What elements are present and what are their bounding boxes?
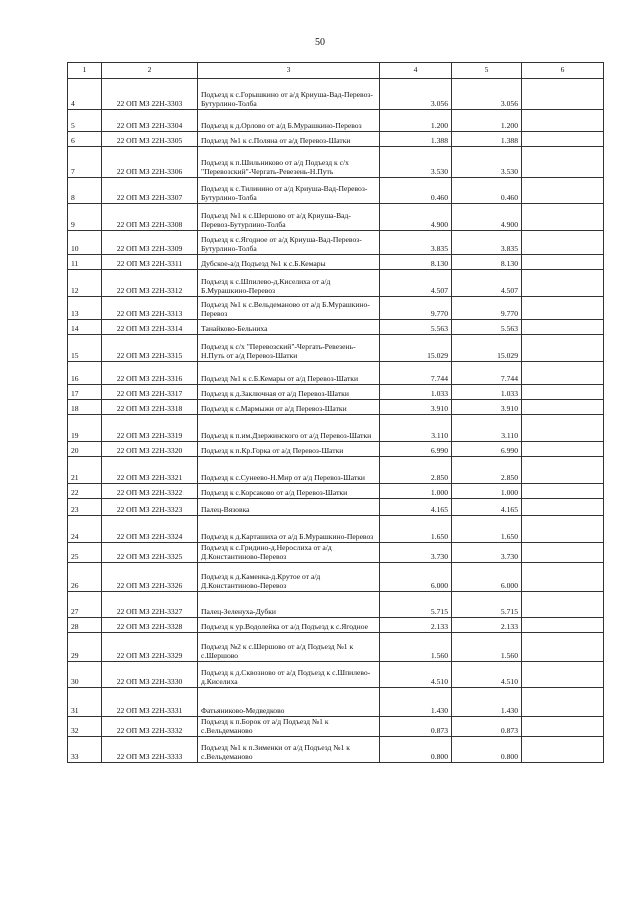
length-regional: 3.056	[452, 79, 522, 110]
road-name: Подъезд №1 к с.Вельдеманово от а/д Б.Мурашкино-Перевоз	[198, 297, 380, 320]
length-total: 0.800	[380, 737, 452, 763]
note	[522, 297, 604, 320]
road-name: Подъезд №1 к с.Шершово от а/д Криуша-Вад-Перевоз-Бутурлино-Толба	[198, 204, 380, 231]
table-row	[68, 270, 604, 297]
row-number: 27	[68, 592, 102, 618]
length-regional: 3.835	[452, 231, 522, 255]
table-row	[68, 484, 604, 499]
note	[522, 400, 604, 415]
length-total: 0.873	[380, 717, 452, 737]
row-number: 22	[68, 484, 102, 499]
length-regional: 3.110	[452, 415, 522, 442]
row-number: 30	[68, 662, 102, 688]
note	[522, 147, 604, 178]
length-total: 3.110	[380, 415, 452, 442]
road-code: 22 ОП МЗ 22Н-3330	[102, 662, 198, 688]
road-code: 22 ОП МЗ 22Н-3333	[102, 737, 198, 763]
length-total: 15.029	[380, 335, 452, 362]
length-total: 6.990	[380, 442, 452, 457]
road-name: Подъезд к с.Мармыжи от а/д Перевоз-Шатки	[198, 400, 380, 415]
note	[522, 270, 604, 297]
note	[522, 618, 604, 633]
road-name: Подъезд к д.Карташиха от а/д Б.Мурашкино-Перевоз	[198, 516, 380, 543]
table-row	[68, 499, 604, 516]
table-row	[68, 457, 604, 484]
road-name: Подъезд к ур.Водолейка от а/д Подъезд к с.Ягодное	[198, 618, 380, 633]
length-regional: 4.510	[452, 662, 522, 688]
row-number: 20	[68, 442, 102, 457]
road-name: Подъезд к п.Кр.Горка от а/д Перевоз-Шатки	[198, 442, 380, 457]
length-total: 4.510	[380, 662, 452, 688]
note	[522, 516, 604, 543]
row-number: 15	[68, 335, 102, 362]
length-regional: 4.165	[452, 499, 522, 516]
length-regional: 2.850	[452, 457, 522, 484]
row-number: 21	[68, 457, 102, 484]
length-regional: 4.507	[452, 270, 522, 297]
road-code: 22 ОП МЗ 22Н-3329	[102, 633, 198, 662]
road-code: 22 ОП МЗ 22Н-3320	[102, 442, 198, 457]
row-number: 32	[68, 717, 102, 737]
note	[522, 320, 604, 335]
note	[522, 255, 604, 270]
road-name: Подъезд к с.Горышкино от а/д Криуша-Вад-Перевоз-Бутурлино-Толба	[198, 79, 380, 110]
row-number: 14	[68, 320, 102, 335]
road-code: 22 ОП МЗ 22Н-3332	[102, 717, 198, 737]
row-number: 12	[68, 270, 102, 297]
note	[522, 79, 604, 110]
length-total: 1.430	[380, 688, 452, 717]
row-number: 4	[68, 79, 102, 110]
table-row	[68, 147, 604, 178]
road-name: Подъезд к п.им.Дзержинского от а/д Перевоз-Шатки	[198, 415, 380, 442]
road-code: 22 ОП МЗ 22Н-3309	[102, 231, 198, 255]
row-number: 10	[68, 231, 102, 255]
table-row	[68, 592, 604, 618]
road-name: Подъезд к д.Заключная от а/д Перевоз-Шатки	[198, 385, 380, 400]
length-total: 0.460	[380, 178, 452, 204]
row-number: 7	[68, 147, 102, 178]
road-name: Подъезд к с.Шпилево-д.Киселиха от а/д Б.Мурашкино-Перевоз	[198, 270, 380, 297]
row-number: 5	[68, 110, 102, 132]
note	[522, 178, 604, 204]
length-regional: 7.744	[452, 362, 522, 385]
header-col-6: 6	[522, 63, 604, 79]
length-total: 1.000	[380, 484, 452, 499]
length-total: 4.900	[380, 204, 452, 231]
road-name: Подъезд к с.Ягодное от а/д Криуша-Вад-Перевоз-Бутурлино-Толба	[198, 231, 380, 255]
table-row	[68, 633, 604, 662]
row-number: 6	[68, 132, 102, 147]
length-total: 1.650	[380, 516, 452, 543]
length-regional: 5.715	[452, 592, 522, 618]
note	[522, 563, 604, 592]
length-regional: 3.910	[452, 400, 522, 415]
length-regional: 15.029	[452, 335, 522, 362]
row-number: 28	[68, 618, 102, 633]
length-regional: 1.200	[452, 110, 522, 132]
length-regional: 2.133	[452, 618, 522, 633]
row-number: 25	[68, 543, 102, 563]
length-total: 2.133	[380, 618, 452, 633]
length-total: 8.130	[380, 255, 452, 270]
road-code: 22 ОП МЗ 22Н-3306	[102, 147, 198, 178]
road-name: Подъезд к д.Орлово от а/д Б.Мурашкино-Перевоз	[198, 110, 380, 132]
table-row	[68, 231, 604, 255]
length-regional: 3.530	[452, 147, 522, 178]
length-regional: 0.873	[452, 717, 522, 737]
road-name: Подъезд №1 к с.Б.Кемары от а/д Перевоз-Шатки	[198, 362, 380, 385]
length-regional: 3.730	[452, 543, 522, 563]
row-number: 18	[68, 400, 102, 415]
table-row	[68, 662, 604, 688]
length-regional: 6.000	[452, 563, 522, 592]
road-code: 22 ОП МЗ 22Н-3318	[102, 400, 198, 415]
length-total: 1.388	[380, 132, 452, 147]
table-row	[68, 362, 604, 385]
length-regional: 0.460	[452, 178, 522, 204]
length-total: 3.056	[380, 79, 452, 110]
road-code: 22 ОП МЗ 22Н-3316	[102, 362, 198, 385]
row-number: 8	[68, 178, 102, 204]
length-regional: 8.130	[452, 255, 522, 270]
note	[522, 132, 604, 147]
table-row	[68, 255, 604, 270]
length-regional: 6.990	[452, 442, 522, 457]
length-total: 1.560	[380, 633, 452, 662]
road-name: Палец-Вязовка	[198, 499, 380, 516]
note	[522, 499, 604, 516]
road-name: Подъезд №1 к с.Поляна от а/д Перевоз-Шатки	[198, 132, 380, 147]
road-name: Танайково-Бельниха	[198, 320, 380, 335]
table-row	[68, 442, 604, 457]
header-col-1: 1	[68, 63, 102, 79]
road-code: 22 ОП МЗ 22Н-3321	[102, 457, 198, 484]
road-name: Подъезд к д.Сквозново от а/д Подъезд к с.Шпилево-д.Киселиха	[198, 662, 380, 688]
table-row	[68, 737, 604, 763]
length-regional: 0.800	[452, 737, 522, 763]
road-name: Подъезд к с.Сунеево-Н.Мир от а/д Перевоз-Шатки	[198, 457, 380, 484]
row-number: 33	[68, 737, 102, 763]
road-name: Подъезд к с.Тилинино от а/д Криуша-Вад-Перевоз-Бутурлино-Толба	[198, 178, 380, 204]
length-regional: 1.388	[452, 132, 522, 147]
note	[522, 717, 604, 737]
row-number: 24	[68, 516, 102, 543]
row-number: 23	[68, 499, 102, 516]
note	[522, 335, 604, 362]
road-code: 22 ОП МЗ 22Н-3331	[102, 688, 198, 717]
length-regional: 5.563	[452, 320, 522, 335]
length-total: 4.507	[380, 270, 452, 297]
note	[522, 415, 604, 442]
table-row	[68, 297, 604, 320]
length-total: 3.530	[380, 147, 452, 178]
note	[522, 457, 604, 484]
row-number: 31	[68, 688, 102, 717]
length-total: 9.770	[380, 297, 452, 320]
length-total: 4.165	[380, 499, 452, 516]
note	[522, 543, 604, 563]
length-total: 1.033	[380, 385, 452, 400]
length-total: 2.850	[380, 457, 452, 484]
road-name: Подъезд к д.Каменка-д.Крутое от а/д Д.Константиново-Перевоз	[198, 563, 380, 592]
note	[522, 592, 604, 618]
road-code: 22 ОП МЗ 22Н-3304	[102, 110, 198, 132]
road-code: 22 ОП МЗ 22Н-3317	[102, 385, 198, 400]
row-number: 19	[68, 415, 102, 442]
note	[522, 484, 604, 499]
row-number: 26	[68, 563, 102, 592]
header-col-2: 2	[102, 63, 198, 79]
length-total: 3.910	[380, 400, 452, 415]
length-total: 5.715	[380, 592, 452, 618]
road-code: 22 ОП МЗ 22Н-3312	[102, 270, 198, 297]
table-row	[68, 717, 604, 737]
note	[522, 737, 604, 763]
table-row	[68, 415, 604, 442]
road-code: 22 ОП МЗ 22Н-3328	[102, 618, 198, 633]
table-row	[68, 563, 604, 592]
length-regional: 1.000	[452, 484, 522, 499]
road-name: Подъезд к с/х "Перевозский"-Чергать-Ревезень-Н.Путь от а/д Перевоз-Шатки	[198, 335, 380, 362]
table-row	[68, 385, 604, 400]
road-code: 22 ОП МЗ 22Н-3303	[102, 79, 198, 110]
table-row	[68, 618, 604, 633]
table-row	[68, 204, 604, 231]
page-number: 50	[315, 37, 325, 48]
road-code: 22 ОП МЗ 22Н-3308	[102, 204, 198, 231]
note	[522, 362, 604, 385]
table-row	[68, 516, 604, 543]
row-number: 17	[68, 385, 102, 400]
header-col-5: 5	[452, 63, 522, 79]
table-row	[68, 335, 604, 362]
note	[522, 442, 604, 457]
length-regional: 4.900	[452, 204, 522, 231]
note	[522, 204, 604, 231]
road-code: 22 ОП МЗ 22Н-3314	[102, 320, 198, 335]
header-row	[68, 63, 604, 79]
length-regional: 9.770	[452, 297, 522, 320]
table-row	[68, 110, 604, 132]
road-code: 22 ОП МЗ 22Н-3325	[102, 543, 198, 563]
header-col-3: 3	[198, 63, 380, 79]
road-name: Подъезд к п.Борок от а/д Подъезд №1 к с.Вельдеманово	[198, 717, 380, 737]
road-name: Фатьяниково-Медведково	[198, 688, 380, 717]
road-name: Дубское-а/д Подъезд №1 к с.Б.Кемары	[198, 255, 380, 270]
road-code: 22 ОП МЗ 22Н-3311	[102, 255, 198, 270]
length-total: 3.835	[380, 231, 452, 255]
road-name: Подъезд №2 к с.Шершово от а/д Подъезд №1 к с.Шершово	[198, 633, 380, 662]
road-name: Подъезд к п.Шильниково от а/д Подъезд к с/х "Перевозский"-Чергать-Ревезень-Н.Путь	[198, 147, 380, 178]
length-total: 1.200	[380, 110, 452, 132]
table-row	[68, 543, 604, 563]
length-regional: 1.033	[452, 385, 522, 400]
row-number: 13	[68, 297, 102, 320]
road-code: 22 ОП МЗ 22Н-3327	[102, 592, 198, 618]
header-col-4: 4	[380, 63, 452, 79]
table-row	[68, 132, 604, 147]
road-name: Палец-Зеленуха-Дубки	[198, 592, 380, 618]
table-row	[68, 79, 604, 110]
note	[522, 662, 604, 688]
length-total: 3.730	[380, 543, 452, 563]
length-regional: 1.430	[452, 688, 522, 717]
road-code: 22 ОП МЗ 22Н-3305	[102, 132, 198, 147]
length-total: 7.744	[380, 362, 452, 385]
road-code: 22 ОП МЗ 22Н-3323	[102, 499, 198, 516]
note	[522, 633, 604, 662]
length-total: 6.000	[380, 563, 452, 592]
length-regional: 1.560	[452, 633, 522, 662]
note	[522, 110, 604, 132]
roads-table	[67, 62, 604, 763]
road-name: Подъезд №1 к п.Зименки от а/д Подъезд №1 к с.Вельдеманово	[198, 737, 380, 763]
row-number: 11	[68, 255, 102, 270]
road-code: 22 ОП МЗ 22Н-3319	[102, 415, 198, 442]
note	[522, 231, 604, 255]
road-code: 22 ОП МЗ 22Н-3307	[102, 178, 198, 204]
length-total: 5.563	[380, 320, 452, 335]
road-code: 22 ОП МЗ 22Н-3313	[102, 297, 198, 320]
road-code: 22 ОП МЗ 22Н-3324	[102, 516, 198, 543]
note	[522, 385, 604, 400]
road-name: Подъезд к с.Гридино-д.Нерослиха от а/д Д.Константиново-Перевоз	[198, 543, 380, 563]
table-row	[68, 688, 604, 717]
table-row	[68, 178, 604, 204]
table-row	[68, 400, 604, 415]
table-row	[68, 320, 604, 335]
row-number: 29	[68, 633, 102, 662]
road-name: Подъезд к с.Корсаково от а/д Перевоз-Шатки	[198, 484, 380, 499]
note	[522, 688, 604, 717]
row-number: 16	[68, 362, 102, 385]
road-code: 22 ОП МЗ 22Н-3315	[102, 335, 198, 362]
road-code: 22 ОП МЗ 22Н-3322	[102, 484, 198, 499]
road-code: 22 ОП МЗ 22Н-3326	[102, 563, 198, 592]
row-number: 9	[68, 204, 102, 231]
length-regional: 1.650	[452, 516, 522, 543]
